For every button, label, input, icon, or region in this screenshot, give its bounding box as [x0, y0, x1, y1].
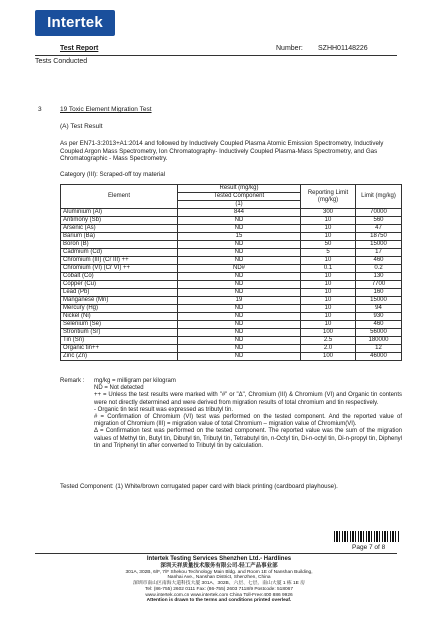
section-subtitle: (A) Test Result: [60, 123, 103, 130]
cell-element: Lead (Pb): [61, 289, 178, 297]
cell-result: ND: [178, 321, 301, 329]
section-number: 3: [38, 106, 42, 113]
table-row: [61, 281, 402, 289]
cell-element: Cadmium (Cd): [61, 249, 178, 257]
table-row: [61, 225, 402, 233]
cell-result: ND: [178, 217, 301, 225]
cell-element: Barium (Ba): [61, 233, 178, 241]
cell-result: ND: [178, 225, 301, 233]
barcode: [334, 531, 400, 542]
cell-result: 19: [178, 297, 301, 305]
table-row: [61, 233, 402, 241]
cell-limit: 15000: [356, 297, 402, 305]
cell-element: Selenium (Se): [61, 321, 178, 329]
table-row: [61, 265, 402, 273]
report-number-label: Number:: [276, 45, 303, 52]
cell-reporting-limit: 10: [301, 273, 356, 281]
footer-address: Nanhai Ave., Nanshan District, Shenzhen, China: [167, 575, 271, 581]
header-divider: [35, 55, 397, 56]
section-title: 19 Toxic Element Migration Test: [60, 106, 152, 113]
cell-element: Tin (Sn): [61, 337, 178, 345]
cell-limit: 7700: [356, 281, 402, 289]
header-component-one: (1): [178, 201, 301, 209]
cell-result: ND: [178, 353, 301, 361]
cell-limit: 180000: [356, 337, 402, 345]
cell-result: ND: [178, 273, 301, 281]
table-row: [61, 353, 402, 361]
cell-reporting-limit: 5: [301, 249, 356, 257]
cell-result: ND#: [178, 265, 301, 273]
tested-component-note: Tested Component: (1) White/brown corrugated paper card with black printing (cardboard playhouse).: [60, 483, 338, 490]
cell-reporting-limit: 2.0: [301, 345, 356, 353]
footer-address-cn: 深圳市南山区南海大道科技大厦 301A、302B、六层、七层、南山大厦 1 栋 1E 房: [133, 581, 305, 587]
remark-label: Remark :: [60, 378, 85, 384]
cell-limit: 12: [356, 345, 402, 353]
cell-element: Boron (B): [61, 241, 178, 249]
table-row: [61, 337, 402, 345]
cell-element: Antimony (Sb): [61, 217, 178, 225]
footer-web: www.intertek.com.cn www.intertek.com China Toll-Free:400 886 9926: [145, 592, 293, 598]
cell-result: ND: [178, 249, 301, 257]
cell-element: Nickel (Ni): [61, 313, 178, 321]
cell-result: ND: [178, 305, 301, 313]
remark-line: # = Confirmation of Chromium (VI) test was performed on the tested component. And the reported value of migration of Chromium (III) = migration value of total Chromium – migration value of Chromium(VI).: [94, 414, 402, 428]
results-table-body: [61, 209, 402, 361]
report-number-value: SZHH01148226: [318, 45, 368, 52]
cell-limit: 160: [356, 289, 402, 297]
cell-reporting-limit: 100: [301, 353, 356, 361]
cell-reporting-limit: 10: [301, 217, 356, 225]
cell-result: ND: [178, 329, 301, 337]
cell-reporting-limit: 10: [301, 281, 356, 289]
cell-limit: 15000: [356, 241, 402, 249]
cell-reporting-limit: 50: [301, 241, 356, 249]
cell-result: 15: [178, 233, 301, 241]
table-row: [61, 321, 402, 329]
cell-element: Organic tin++: [61, 345, 178, 353]
footer-contact: Tel: (86-755) 2602 0111 Fax: (86-755) 2603 7118/9 Postcode: 518067: [144, 586, 293, 592]
footer-warning: Attention is drawn to the terms and conditions printed overleaf.: [146, 598, 292, 604]
cell-reporting-limit: 10: [301, 305, 356, 313]
cell-reporting-limit: 0.1: [301, 265, 356, 273]
page-number: Page 7 of 8: [352, 544, 386, 551]
remark-line: mg/kg = milligram per kilogram: [94, 378, 176, 384]
cell-limit: 46000: [356, 353, 402, 361]
remark-line: Δ = Confirmation test was performed on the tested component. The reported value was the sum of the migration values of Methyl tin, Butyl tin, Dibutyl tin, Tributyl tin, Tetrabutyl tin, n-Octyl tin, Di-n-octyl tin, Di-n-propyl tin, Diphenyl tin and Triphenyl tin after converted to Tributyl tin by calculation.: [94, 428, 403, 449]
category-label: Category (III): Scraped-off toy material: [60, 171, 166, 178]
cell-limit: 94: [356, 305, 402, 313]
cell-element: Copper (Cu): [61, 281, 178, 289]
cell-reporting-limit: 10: [301, 233, 356, 241]
table-row: [61, 249, 402, 257]
document-title: Test Report: [60, 45, 99, 52]
cell-result: ND: [178, 345, 301, 353]
cell-result: 844: [178, 209, 301, 217]
footer-company: Intertek Testing Services Shenzhen Ltd.- Hardlines: [146, 556, 292, 562]
table-row: [61, 345, 402, 353]
tests-conducted-label: Tests Conducted: [35, 58, 88, 65]
cell-reporting-limit: 100: [301, 329, 356, 337]
cell-element: Strontium (Sr): [61, 329, 178, 337]
table-row: [61, 313, 402, 321]
table-row: [61, 209, 402, 217]
table-row: [61, 257, 402, 265]
header-limit: Limit (mg/kg): [356, 185, 402, 209]
cell-result: ND: [178, 281, 301, 289]
cell-element: Mercury (Hg): [61, 305, 178, 313]
cell-result: ND: [178, 257, 301, 265]
cell-element: Arsenic (As): [61, 225, 178, 233]
table-row: [61, 305, 402, 313]
remark-line: - Organic tin test result was expressed as tributyl tin.: [94, 406, 234, 413]
cell-limit: 460: [356, 257, 402, 265]
cell-reporting-limit: 10: [301, 289, 356, 297]
cell-limit: 930: [356, 313, 402, 321]
cell-result: ND: [178, 313, 301, 321]
cell-limit: 70000: [356, 209, 402, 217]
table-row: [61, 241, 402, 249]
cell-limit: 47: [356, 225, 402, 233]
table-row: [61, 289, 402, 297]
cell-limit: 560: [356, 217, 402, 225]
cell-reporting-limit: 300: [301, 209, 356, 217]
cell-limit: 18750: [356, 233, 402, 241]
cell-reporting-limit: 10: [301, 225, 356, 233]
cell-element: Aluminium (Al): [61, 209, 178, 217]
cell-reporting-limit: 10: [301, 257, 356, 265]
table-row: [61, 329, 402, 337]
cell-limit: 56000: [356, 329, 402, 337]
remark-line: ++ = Unless the test results were marked with "#" or "Δ", Chromium (III) & Chromium (VI) and Organic tin contents were not directly determined and were derived from migration results of total chromium and tin respectively.: [94, 392, 402, 406]
header-reporting-limit: Reporting Limit (mg/kg): [301, 185, 356, 209]
footer-address: 301A, 302B, 6/F, 7/F Shekou Technology Main Bldg. and Room 1E of Nanshan Building,: [125, 569, 313, 575]
table-header-row: [61, 185, 402, 193]
footer: [60, 556, 378, 604]
intertek-logo: [35, 10, 115, 36]
cell-limit: 0.2: [356, 265, 402, 273]
cell-reporting-limit: 10: [301, 313, 356, 321]
cell-reporting-limit: 10: [301, 297, 356, 305]
remark-block: [94, 378, 402, 450]
cell-element: Zinc (Zn): [61, 353, 178, 361]
cell-limit: 460: [356, 321, 402, 329]
cell-result: ND: [178, 289, 301, 297]
table-row: [61, 273, 402, 281]
cell-result: ND: [178, 241, 301, 249]
table-row: [61, 217, 402, 225]
header-element: Element: [61, 185, 178, 209]
results-table: [60, 184, 402, 361]
table-row: [61, 297, 402, 305]
header-tested-component: Tested Component: [178, 193, 301, 201]
method-description: As per EN71-3:2013+A1:2014 and followed by Inductively Coupled Plasma Atomic Emission Spectrometry, Inductively Coupled Argon Mass Spectrometry, Ion Chromatography- Inductively Coupled Plasma-Mass Spectrometry, and Gas Chromatographic - Mass Spectrometry.: [60, 140, 384, 163]
cell-element: Manganese (Mn): [61, 297, 178, 305]
cell-result: ND: [178, 337, 301, 345]
cell-element: Chromium (III) (Cr III) ++: [61, 257, 178, 265]
header-result: Result (mg/kg): [178, 185, 301, 193]
cell-element: Chromium (VI) (Cr VI) ++: [61, 265, 178, 273]
remark-line: ND = Not detected: [94, 385, 144, 392]
logo-text: Intertek: [47, 14, 103, 31]
cell-reporting-limit: 10: [301, 321, 356, 329]
cell-reporting-limit: 2.5: [301, 337, 356, 345]
cell-limit: 17: [356, 249, 402, 257]
footer-company-cn: 深圳天祥质量技术服务有限公司-轻工产品事业部: [160, 563, 278, 569]
footer-divider: [35, 553, 397, 554]
cell-element: Cobalt (Co): [61, 273, 178, 281]
cell-limit: 130: [356, 273, 402, 281]
